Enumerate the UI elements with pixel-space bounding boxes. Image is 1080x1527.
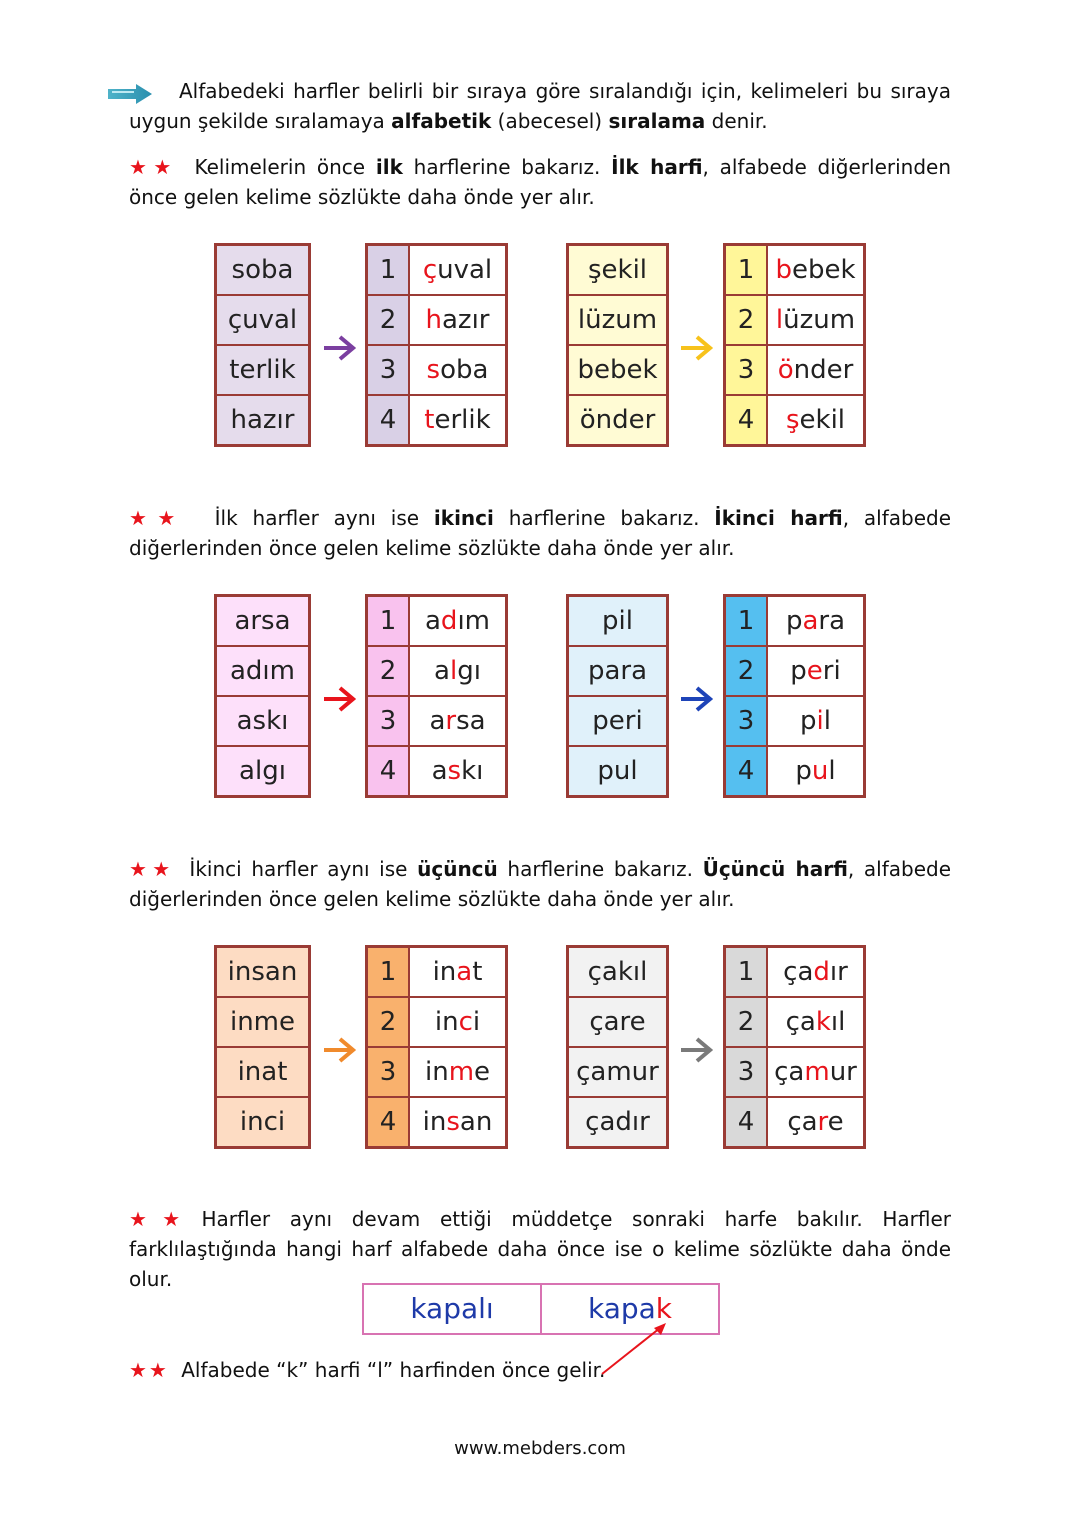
highlight-letter: s [447, 756, 462, 786]
rule-bold: Üçüncü harfi [702, 857, 848, 881]
word-cell: insan [216, 947, 310, 998]
rule-k-before-l [129, 1355, 951, 1385]
sorted-word: pul [767, 746, 865, 797]
sorted-word: askı [409, 746, 507, 797]
star-icon: ★★ [129, 1358, 169, 1382]
rule-bold: ilk [375, 155, 403, 179]
sorted-word: para [767, 596, 865, 647]
sorted-word: çakıl [767, 997, 865, 1047]
word-list-unsorted [214, 594, 311, 798]
sorted-word: hazır [409, 295, 507, 345]
rule-text: Kelimelerin önce [194, 155, 376, 179]
order-number: 3 [367, 1047, 410, 1097]
word-cell: soba [216, 245, 310, 296]
word-cell: inat [216, 1047, 310, 1097]
sorted-word: pil [767, 696, 865, 746]
sorted-word: peri [767, 646, 865, 696]
sorted-word: inci [409, 997, 507, 1047]
order-number: 4 [367, 746, 410, 797]
rule-text: harflerine bakarız. [402, 155, 612, 179]
right-arrow-icon [322, 686, 356, 712]
intro-bold-alfabetik: alfabetik [391, 109, 492, 133]
order-number: 3 [725, 345, 768, 395]
sorted-word: insan [409, 1097, 507, 1148]
intro-paragraph [129, 76, 951, 136]
highlight-letter: b [775, 255, 792, 285]
highlight-letter: d [813, 957, 830, 987]
highlight-letter: e [806, 656, 823, 686]
star-icon: ★★ [129, 506, 186, 530]
word-cell: pil [568, 596, 668, 647]
sorted-word: çuval [409, 245, 507, 296]
order-number: 2 [367, 295, 410, 345]
order-number: 1 [367, 596, 410, 647]
order-number: 3 [367, 345, 410, 395]
intro-bold-siralama: sıralama [608, 109, 706, 133]
highlight-letter: r [817, 1107, 828, 1137]
word-list-sorted [365, 243, 508, 447]
highlight-letter: ç [422, 255, 438, 285]
right-arrow-icon [322, 335, 356, 361]
rule-text: , alfabede diğerlerinden önce gelen kelime sözlükte daha önde yer alır. [129, 857, 952, 911]
compare-word-1: kapalı [410, 1292, 494, 1325]
order-number: 2 [725, 646, 768, 696]
word-list-unsorted [214, 945, 311, 1149]
order-number: 4 [725, 395, 768, 446]
compare-word-2: kapak [540, 1285, 718, 1333]
rule-text: İlk harfler aynı ise [214, 506, 434, 530]
word-cell: hazır [216, 395, 310, 446]
word-cell: inci [216, 1097, 310, 1148]
highlight-letter: m [448, 1057, 475, 1087]
word-cell: pul [568, 746, 668, 797]
sorted-word: çamur [767, 1047, 865, 1097]
sorted-word: algı [409, 646, 507, 696]
highlight-letter: r [445, 706, 457, 736]
word-cell: çamur [568, 1047, 668, 1097]
word-list-unsorted [566, 945, 669, 1149]
star-icon: ★★ [129, 155, 178, 179]
word-cell: lüzum [568, 295, 668, 345]
rule-text: İkinci harfler aynı ise [189, 857, 418, 881]
order-number: 2 [367, 997, 410, 1047]
highlight-letter: i [816, 706, 824, 736]
right-arrow-icon [679, 686, 713, 712]
highlight-letter: u [811, 756, 829, 786]
order-number: 4 [367, 395, 410, 446]
rule-text: Harfler aynı devam ettiği müddetçe sonraki harfe bakılır. Harfler farklılaştığında hangi harf alfabede daha önce ise o kelime sözlükte daha önde olur. [129, 1207, 952, 1291]
highlight-letter: ö [777, 355, 794, 385]
word-list-sorted [723, 945, 866, 1149]
sorted-word: çare [767, 1097, 865, 1148]
sorted-word: çadır [767, 947, 865, 998]
highlight-letter: k [655, 1292, 673, 1325]
right-arrow-icon [679, 1037, 713, 1063]
order-number: 1 [367, 947, 410, 998]
sorted-word: terlik [409, 395, 507, 446]
right-arrow-icon [679, 335, 713, 361]
order-number: 3 [367, 696, 410, 746]
sorted-word: inat [409, 947, 507, 998]
rule-text: harflerine bakarız. [497, 857, 703, 881]
rule-text: , alfabede diğerlerinden önce gelen kelime sözlükte daha önde yer alır. [129, 155, 952, 209]
rule-third-letter [129, 854, 951, 914]
rule-bold: İkinci harfi [714, 506, 843, 530]
rule-text: , alfabede diğerlerinden önce gelen kelime sözlükte daha önde yer alır. [129, 506, 952, 560]
word-cell: çakıl [568, 947, 668, 998]
highlight-letter: a [802, 606, 819, 636]
sorted-word: soba [409, 345, 507, 395]
sorted-word: bebek [767, 245, 865, 296]
highlight-letter: s [426, 355, 441, 385]
star-icon: ★★ [129, 1207, 196, 1231]
right-arrow-icon [322, 1037, 356, 1063]
highlight-letter: d [440, 606, 458, 636]
order-number: 2 [725, 997, 768, 1047]
highlight-letter: ş [785, 405, 800, 435]
order-number: 2 [367, 646, 410, 696]
rule-bold: üçüncü [417, 857, 498, 881]
star-icon: ★★ [129, 857, 176, 881]
word-cell: çare [568, 997, 668, 1047]
intro-text: denir. [705, 109, 768, 133]
highlight-letter: k [815, 1007, 831, 1037]
order-number: 3 [725, 1047, 768, 1097]
rule-first-letter [129, 152, 951, 212]
highlight-letter: l [775, 305, 784, 335]
word-cell: algı [216, 746, 310, 797]
sorted-word: inme [409, 1047, 507, 1097]
word-cell: inme [216, 997, 310, 1047]
sorted-word: şekil [767, 395, 865, 446]
word-cell: önder [568, 395, 668, 446]
order-number: 4 [725, 746, 768, 797]
word-cell: çadır [568, 1097, 668, 1148]
word-cell: adım [216, 646, 310, 696]
highlight-letter: a [456, 957, 473, 987]
highlight-letter: m [804, 1057, 830, 1087]
word-list-unsorted [566, 243, 669, 447]
sorted-word: lüzum [767, 295, 865, 345]
word-list-sorted [365, 594, 508, 798]
rule-bold: İlk harfi [611, 155, 703, 179]
highlight-letter: h [425, 305, 442, 335]
rule-second-letter [129, 503, 951, 563]
sorted-word: adım [409, 596, 507, 647]
order-number: 4 [367, 1097, 410, 1148]
rule-text: harflerine bakarız. [493, 506, 715, 530]
word-cell: askı [216, 696, 310, 746]
word-cell: para [568, 646, 668, 696]
word-list-unsorted [214, 243, 311, 447]
word-cell: peri [568, 696, 668, 746]
highlight-letter: t [424, 405, 435, 435]
order-number: 1 [367, 245, 410, 296]
intro-text: (abecesel) [491, 109, 609, 133]
highlight-letter: c [458, 1007, 473, 1037]
highlight-letter: l [449, 656, 458, 686]
word-cell: çuval [216, 295, 310, 345]
footer-url: www.mebders.com [454, 1438, 626, 1459]
order-number: 1 [725, 245, 768, 296]
sorted-word: arsa [409, 696, 507, 746]
order-number: 1 [725, 947, 768, 998]
word-list-sorted [723, 594, 866, 798]
rule-bold: ikinci [433, 506, 494, 530]
word-list-sorted [365, 945, 508, 1149]
order-number: 1 [725, 596, 768, 647]
sorted-word: önder [767, 345, 865, 395]
order-number: 3 [725, 696, 768, 746]
word-cell: şekil [568, 245, 668, 296]
word-list-unsorted [566, 594, 669, 798]
order-number: 2 [725, 295, 768, 345]
word-cell: arsa [216, 596, 310, 647]
rule-next-letter [129, 1204, 951, 1294]
order-number: 4 [725, 1097, 768, 1148]
rule-text: Alfabede “k” harfi “l” harfinden önce gelir. [181, 1358, 606, 1382]
word-cell: terlik [216, 345, 310, 395]
word-cell: bebek [568, 345, 668, 395]
intro-text: Alfabedeki harfler belirli bir sıraya göre sıralandığı için, kelimeleri bu sıraya uygun şekilde sıralamaya [129, 79, 951, 133]
highlight-letter: s [446, 1107, 460, 1137]
word-list-sorted [723, 243, 866, 447]
